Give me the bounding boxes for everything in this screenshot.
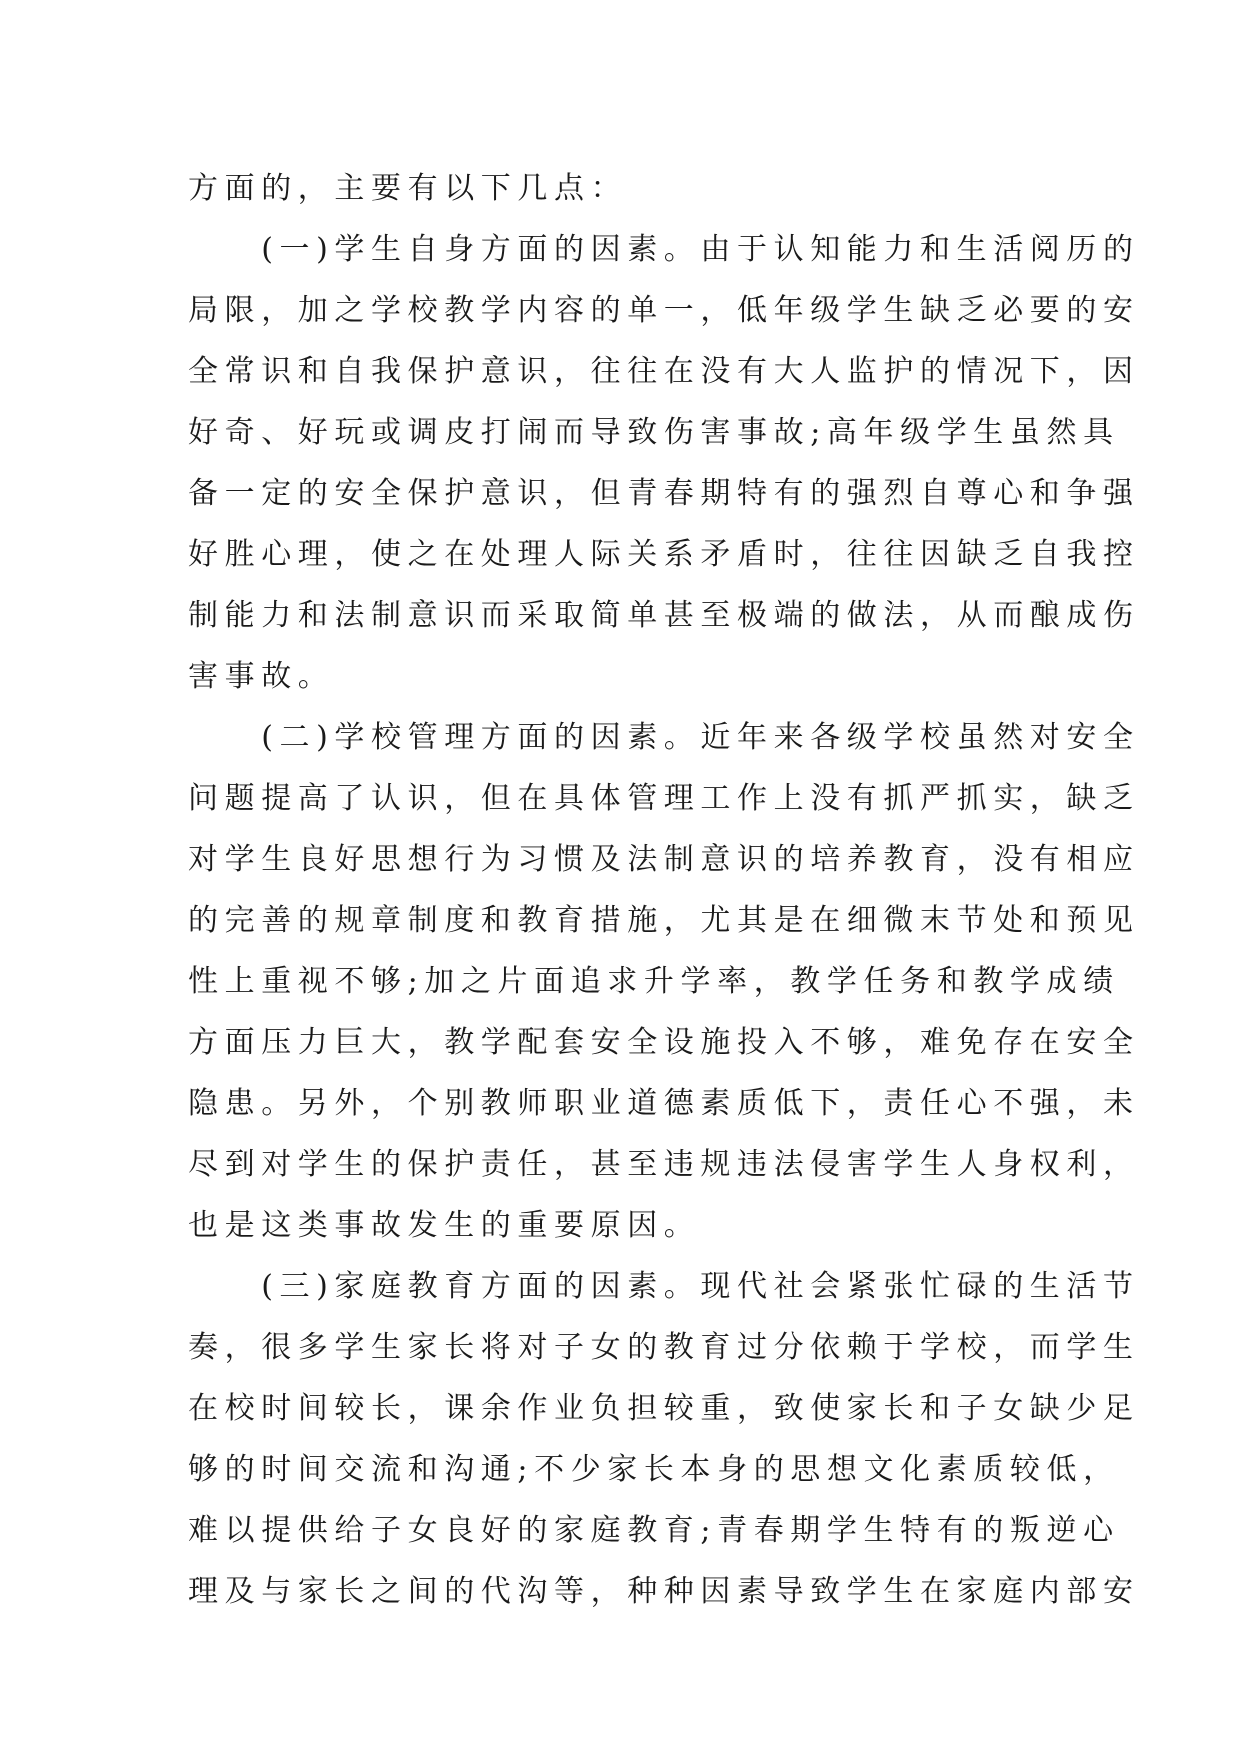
text-line: 害事故。 <box>188 659 335 694</box>
text-line: 奏，很多学生家长将对子女的教育过分依赖于学校，而学生 <box>188 1330 1140 1365</box>
text-line: 方面的，主要有以下几点： <box>188 171 628 206</box>
text-line: 全常识和自我保护意识，往往在没有大人监护的情况下，因 <box>188 354 1140 389</box>
text-line: 性上重视不够;加之片面追求升学率，教学任务和教学成绩 <box>188 964 1120 999</box>
text-line: 备一定的安全保护意识，但青春期特有的强烈自尊心和争强 <box>188 476 1140 511</box>
text-line: 难以提供给子女良好的家庭教育;青春期学生特有的叛逆心 <box>188 1513 1120 1548</box>
text-line: 方面压力巨大，教学配套安全设施投入不够，难免存在安全 <box>188 1025 1140 1060</box>
text-line: 隐患。另外，个别教师职业道德素质低下，责任心不强，未 <box>188 1086 1140 1121</box>
document-body <box>188 158 1140 1622</box>
text-line: 问题提高了认识，但在具体管理工作上没有抓严抓实，缺乏 <box>188 781 1140 816</box>
text-line: 理及与家长之间的代沟等，种种因素导致学生在家庭内部安 <box>188 1574 1140 1609</box>
text-line: 对学生良好思想行为习惯及法制意识的培养教育，没有相应 <box>188 842 1140 877</box>
text-line: 够的时间交流和沟通;不少家长本身的思想文化素质较低， <box>188 1452 1120 1487</box>
text-line: 好奇、好玩或调皮打闹而导致伤害事故;高年级学生虽然具 <box>188 415 1120 450</box>
text-line: 尽到对学生的保护责任，甚至违规违法侵害学生人身权利， <box>188 1147 1140 1182</box>
text-line: 在校时间较长，课余作业负担较重，致使家长和子女缺少足 <box>188 1391 1140 1426</box>
text-line: 局限，加之学校教学内容的单一，低年级学生缺乏必要的安 <box>188 293 1140 328</box>
text-line: 的完善的规章制度和教育措施，尤其是在细微末节处和预见 <box>188 903 1140 938</box>
text-line: 制能力和法制意识而采取简单甚至极端的做法，从而酿成伤 <box>188 598 1140 633</box>
text-line: 好胜心理，使之在处理人际关系矛盾时，往往因缺乏自我控 <box>188 537 1140 572</box>
text-line: (二)学校管理方面的因素。近年来各级学校虽然对安全 <box>188 720 1140 755</box>
text-line: (三)家庭教育方面的因素。现代社会紧张忙碌的生活节 <box>188 1269 1140 1304</box>
text-line: 也是这类事故发生的重要原因。 <box>188 1208 701 1243</box>
text-line: (一)学生自身方面的因素。由于认知能力和生活阅历的 <box>188 232 1140 267</box>
